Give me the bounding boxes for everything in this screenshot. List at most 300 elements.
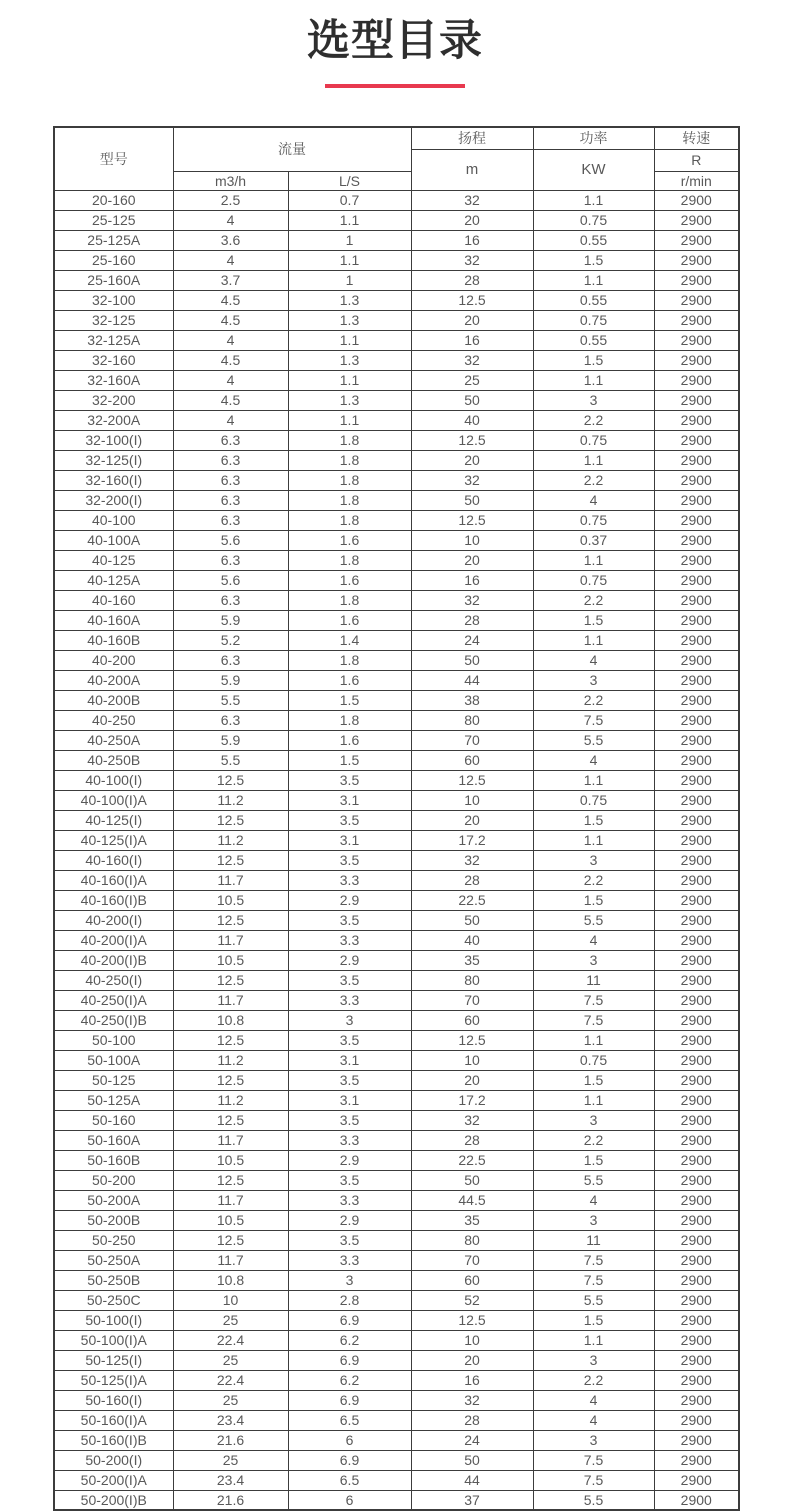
cell-power-kw: 1.1 xyxy=(533,450,654,470)
cell-model: 40-250(I)B xyxy=(54,1010,173,1030)
cell-flow-m3h: 6.3 xyxy=(173,430,288,450)
cell-head-m: 24 xyxy=(411,630,533,650)
cell-model: 40-160A xyxy=(54,610,173,630)
cell-flow-m3h: 10.5 xyxy=(173,950,288,970)
cell-head-m: 50 xyxy=(411,650,533,670)
cell-flow-m3h: 10 xyxy=(173,1290,288,1310)
cell-flow-ls: 1.6 xyxy=(288,670,411,690)
cell-speed-rmin: 2900 xyxy=(654,1070,739,1090)
cell-speed-rmin: 2900 xyxy=(654,250,739,270)
cell-model: 32-160A xyxy=(54,370,173,390)
cell-model: 40-250B xyxy=(54,750,173,770)
cell-model: 40-250A xyxy=(54,730,173,750)
cell-flow-ls: 1.6 xyxy=(288,730,411,750)
table-row xyxy=(54,1050,739,1070)
cell-power-kw: 0.75 xyxy=(533,310,654,330)
cell-speed-rmin: 2900 xyxy=(654,1350,739,1370)
cell-model: 32-125(I) xyxy=(54,450,173,470)
cell-model: 40-160B xyxy=(54,630,173,650)
cell-speed-rmin: 2900 xyxy=(654,1130,739,1150)
cell-head-m: 24 xyxy=(411,1430,533,1450)
cell-model: 32-200A xyxy=(54,410,173,430)
cell-flow-ls: 6.5 xyxy=(288,1410,411,1430)
cell-speed-rmin: 2900 xyxy=(654,1310,739,1330)
cell-speed-rmin: 2900 xyxy=(654,930,739,950)
cell-power-kw: 2.2 xyxy=(533,410,654,430)
cell-model: 25-125 xyxy=(54,210,173,230)
cell-model: 40-250(I)A xyxy=(54,990,173,1010)
cell-model: 40-200(I) xyxy=(54,910,173,930)
cell-flow-ls: 1 xyxy=(288,230,411,250)
cell-flow-ls: 3.3 xyxy=(288,930,411,950)
cell-head-m: 37 xyxy=(411,1490,533,1510)
cell-model: 50-200 xyxy=(54,1170,173,1190)
cell-head-m: 50 xyxy=(411,910,533,930)
cell-model: 50-250C xyxy=(54,1290,173,1310)
cell-head-m: 16 xyxy=(411,330,533,350)
cell-flow-ls: 3.3 xyxy=(288,1130,411,1150)
cell-model: 40-100 xyxy=(54,510,173,530)
cell-head-m: 20 xyxy=(411,1070,533,1090)
cell-flow-ls: 1.6 xyxy=(288,530,411,550)
cell-model: 50-160 xyxy=(54,1110,173,1130)
cell-head-m: 70 xyxy=(411,730,533,750)
cell-head-m: 52 xyxy=(411,1290,533,1310)
cell-speed-rmin: 2900 xyxy=(654,850,739,870)
cell-flow-m3h: 12.5 xyxy=(173,1030,288,1050)
cell-flow-ls: 1.1 xyxy=(288,210,411,230)
cell-flow-ls: 1.8 xyxy=(288,590,411,610)
cell-head-m: 20 xyxy=(411,210,533,230)
cell-head-m: 38 xyxy=(411,690,533,710)
table-row xyxy=(54,430,739,450)
cell-power-kw: 1.5 xyxy=(533,250,654,270)
cell-head-m: 44 xyxy=(411,1470,533,1490)
cell-flow-m3h: 4.5 xyxy=(173,390,288,410)
table-row xyxy=(54,350,739,370)
cell-power-kw: 4 xyxy=(533,650,654,670)
cell-model: 50-250A xyxy=(54,1250,173,1270)
cell-speed-rmin: 2900 xyxy=(654,290,739,310)
cell-flow-ls: 3.5 xyxy=(288,1030,411,1050)
table-row xyxy=(54,470,739,490)
cell-model: 40-200 xyxy=(54,650,173,670)
table-row xyxy=(54,290,739,310)
cell-speed-rmin: 2900 xyxy=(654,210,739,230)
cell-flow-ls: 3.3 xyxy=(288,990,411,1010)
cell-flow-ls: 1.3 xyxy=(288,350,411,370)
table-row xyxy=(54,890,739,910)
cell-power-kw: 3 xyxy=(533,1110,654,1130)
cell-power-kw: 1.5 xyxy=(533,1310,654,1330)
cell-model: 40-100(I)A xyxy=(54,790,173,810)
cell-power-kw: 1.1 xyxy=(533,1330,654,1350)
cell-flow-ls: 1.8 xyxy=(288,710,411,730)
cell-head-m: 44.5 xyxy=(411,1190,533,1210)
cell-power-kw: 0.55 xyxy=(533,290,654,310)
cell-flow-ls: 3.1 xyxy=(288,830,411,850)
cell-flow-ls: 1 xyxy=(288,270,411,290)
table-row xyxy=(54,570,739,590)
cell-flow-ls: 1.6 xyxy=(288,610,411,630)
cell-flow-m3h: 22.4 xyxy=(173,1330,288,1350)
cell-power-kw: 7.5 xyxy=(533,1470,654,1490)
cell-power-kw: 2.2 xyxy=(533,590,654,610)
cell-model: 50-100 xyxy=(54,1030,173,1050)
cell-head-m: 35 xyxy=(411,1210,533,1230)
cell-head-m: 16 xyxy=(411,230,533,250)
cell-speed-rmin: 2900 xyxy=(654,1390,739,1410)
cell-speed-rmin: 2900 xyxy=(654,530,739,550)
cell-power-kw: 0.75 xyxy=(533,790,654,810)
cell-power-kw: 1.1 xyxy=(533,630,654,650)
table-row xyxy=(54,970,739,990)
cell-speed-rmin: 2900 xyxy=(654,910,739,930)
cell-head-m: 20 xyxy=(411,1350,533,1370)
table-row xyxy=(54,1090,739,1110)
cell-flow-m3h: 10.5 xyxy=(173,1150,288,1170)
cell-model: 25-125A xyxy=(54,230,173,250)
header-power: 功率 xyxy=(533,127,654,149)
cell-model: 20-160 xyxy=(54,190,173,210)
cell-power-kw: 7.5 xyxy=(533,1450,654,1470)
table-body xyxy=(54,190,739,1510)
cell-flow-m3h: 4 xyxy=(173,330,288,350)
cell-head-m: 32 xyxy=(411,190,533,210)
table-row xyxy=(54,1250,739,1270)
cell-speed-rmin: 2900 xyxy=(654,590,739,610)
cell-flow-ls: 1.8 xyxy=(288,450,411,470)
cell-flow-ls: 2.9 xyxy=(288,1150,411,1170)
cell-head-m: 60 xyxy=(411,750,533,770)
cell-model: 50-160B xyxy=(54,1150,173,1170)
cell-head-m: 12.5 xyxy=(411,1030,533,1050)
cell-flow-ls: 6.9 xyxy=(288,1390,411,1410)
cell-flow-ls: 6.9 xyxy=(288,1450,411,1470)
cell-head-m: 20 xyxy=(411,310,533,330)
cell-flow-ls: 1.3 xyxy=(288,290,411,310)
table-row xyxy=(54,1030,739,1050)
cell-power-kw: 0.37 xyxy=(533,530,654,550)
cell-power-kw: 1.5 xyxy=(533,350,654,370)
cell-flow-ls: 3.1 xyxy=(288,1050,411,1070)
cell-power-kw: 7.5 xyxy=(533,990,654,1010)
cell-head-m: 50 xyxy=(411,390,533,410)
cell-flow-m3h: 12.5 xyxy=(173,1070,288,1090)
cell-flow-ls: 1.3 xyxy=(288,310,411,330)
cell-flow-m3h: 22.4 xyxy=(173,1370,288,1390)
cell-model: 40-160 xyxy=(54,590,173,610)
cell-flow-ls: 6.9 xyxy=(288,1310,411,1330)
cell-model: 50-160A xyxy=(54,1130,173,1150)
cell-flow-ls: 1.8 xyxy=(288,430,411,450)
cell-flow-m3h: 21.6 xyxy=(173,1430,288,1450)
cell-head-m: 60 xyxy=(411,1010,533,1030)
cell-speed-rmin: 2900 xyxy=(654,1250,739,1270)
cell-flow-m3h: 6.3 xyxy=(173,450,288,470)
cell-flow-m3h: 12.5 xyxy=(173,910,288,930)
cell-model: 40-200(I)A xyxy=(54,930,173,950)
cell-model: 50-200(I)B xyxy=(54,1490,173,1510)
table-header xyxy=(54,127,739,190)
cell-power-kw: 1.5 xyxy=(533,890,654,910)
cell-head-m: 32 xyxy=(411,250,533,270)
cell-power-kw: 1.5 xyxy=(533,1150,654,1170)
cell-speed-rmin: 2900 xyxy=(654,1270,739,1290)
cell-speed-rmin: 2900 xyxy=(654,1490,739,1510)
cell-flow-m3h: 10.8 xyxy=(173,1270,288,1290)
cell-speed-rmin: 2900 xyxy=(654,570,739,590)
cell-flow-m3h: 5.5 xyxy=(173,690,288,710)
table-row xyxy=(54,730,739,750)
table-row xyxy=(54,750,739,770)
cell-flow-ls: 3.3 xyxy=(288,870,411,890)
cell-power-kw: 3 xyxy=(533,1430,654,1450)
cell-flow-ls: 3.5 xyxy=(288,1070,411,1090)
cell-speed-rmin: 2900 xyxy=(654,950,739,970)
cell-flow-m3h: 25 xyxy=(173,1390,288,1410)
cell-model: 32-125A xyxy=(54,330,173,350)
cell-model: 50-125A xyxy=(54,1090,173,1110)
cell-power-kw: 5.5 xyxy=(533,1490,654,1510)
cell-head-m: 44 xyxy=(411,670,533,690)
cell-flow-m3h: 6.3 xyxy=(173,590,288,610)
table-row xyxy=(54,1430,739,1450)
cell-flow-ls: 1.1 xyxy=(288,250,411,270)
cell-model: 40-200B xyxy=(54,690,173,710)
table-row xyxy=(54,710,739,730)
cell-head-m: 12.5 xyxy=(411,290,533,310)
cell-model: 32-200(I) xyxy=(54,490,173,510)
table-row xyxy=(54,1210,739,1230)
cell-flow-ls: 1.8 xyxy=(288,470,411,490)
cell-speed-rmin: 2900 xyxy=(654,430,739,450)
cell-speed-rmin: 2900 xyxy=(654,1210,739,1230)
cell-speed-rmin: 2900 xyxy=(654,750,739,770)
table-row xyxy=(54,910,739,930)
cell-model: 40-100A xyxy=(54,530,173,550)
cell-speed-rmin: 2900 xyxy=(654,730,739,750)
cell-model: 50-160(I)B xyxy=(54,1430,173,1450)
table-row xyxy=(54,190,739,210)
cell-head-m: 10 xyxy=(411,1050,533,1070)
cell-flow-ls: 1.5 xyxy=(288,690,411,710)
cell-model: 50-160(I) xyxy=(54,1390,173,1410)
cell-speed-rmin: 2900 xyxy=(654,610,739,630)
cell-flow-m3h: 6.3 xyxy=(173,490,288,510)
cell-flow-ls: 1.8 xyxy=(288,490,411,510)
cell-power-kw: 0.75 xyxy=(533,570,654,590)
table-row xyxy=(54,770,739,790)
table-row xyxy=(54,650,739,670)
cell-speed-rmin: 2900 xyxy=(654,790,739,810)
cell-speed-rmin: 2900 xyxy=(654,190,739,210)
table-row xyxy=(54,1110,739,1130)
cell-model: 40-125(I) xyxy=(54,810,173,830)
cell-head-m: 70 xyxy=(411,990,533,1010)
cell-flow-ls: 3 xyxy=(288,1270,411,1290)
table-row xyxy=(54,990,739,1010)
cell-speed-rmin: 2900 xyxy=(654,630,739,650)
cell-flow-m3h: 25 xyxy=(173,1450,288,1470)
cell-flow-m3h: 23.4 xyxy=(173,1410,288,1430)
cell-power-kw: 3 xyxy=(533,850,654,870)
cell-model: 40-125A xyxy=(54,570,173,590)
cell-flow-ls: 2.9 xyxy=(288,890,411,910)
cell-speed-rmin: 2900 xyxy=(654,390,739,410)
table-row xyxy=(54,1130,739,1150)
cell-flow-m3h: 5.6 xyxy=(173,570,288,590)
cell-flow-m3h: 11.7 xyxy=(173,870,288,890)
cell-flow-m3h: 3.7 xyxy=(173,270,288,290)
header-flow-unit-m3h: m3/h xyxy=(173,171,288,190)
table-row xyxy=(54,1390,739,1410)
cell-speed-rmin: 2900 xyxy=(654,1430,739,1450)
table-row xyxy=(54,250,739,270)
cell-speed-rmin: 2900 xyxy=(654,810,739,830)
cell-model: 32-100 xyxy=(54,290,173,310)
table-row xyxy=(54,870,739,890)
cell-flow-ls: 1.4 xyxy=(288,630,411,650)
cell-power-kw: 11 xyxy=(533,1230,654,1250)
cell-head-m: 10 xyxy=(411,530,533,550)
table-row xyxy=(54,1290,739,1310)
cell-flow-m3h: 23.4 xyxy=(173,1470,288,1490)
cell-head-m: 28 xyxy=(411,1130,533,1150)
cell-speed-rmin: 2900 xyxy=(654,770,739,790)
cell-model: 40-250 xyxy=(54,710,173,730)
header-speed: 转速 xyxy=(654,127,739,149)
cell-flow-m3h: 5.9 xyxy=(173,670,288,690)
cell-speed-rmin: 2900 xyxy=(654,470,739,490)
cell-flow-m3h: 6.3 xyxy=(173,470,288,490)
header-power-unit: KW xyxy=(533,149,654,190)
cell-head-m: 28 xyxy=(411,870,533,890)
cell-head-m: 10 xyxy=(411,790,533,810)
cell-model: 25-160 xyxy=(54,250,173,270)
cell-power-kw: 1.1 xyxy=(533,770,654,790)
cell-flow-ls: 3.5 xyxy=(288,770,411,790)
cell-flow-m3h: 12.5 xyxy=(173,970,288,990)
cell-flow-ls: 3.1 xyxy=(288,790,411,810)
cell-model: 50-250B xyxy=(54,1270,173,1290)
cell-flow-m3h: 25 xyxy=(173,1310,288,1330)
cell-head-m: 17.2 xyxy=(411,1090,533,1110)
table-row xyxy=(54,590,739,610)
cell-power-kw: 1.5 xyxy=(533,1070,654,1090)
cell-model: 50-200A xyxy=(54,1190,173,1210)
cell-head-m: 22.5 xyxy=(411,890,533,910)
cell-model: 32-125 xyxy=(54,310,173,330)
cell-speed-rmin: 2900 xyxy=(654,230,739,250)
cell-power-kw: 3 xyxy=(533,390,654,410)
cell-flow-ls: 6.2 xyxy=(288,1330,411,1350)
cell-flow-ls: 1.8 xyxy=(288,510,411,530)
cell-model: 50-200(I)A xyxy=(54,1470,173,1490)
cell-flow-ls: 6.9 xyxy=(288,1350,411,1370)
table-row xyxy=(54,1010,739,1030)
cell-head-m: 22.5 xyxy=(411,1150,533,1170)
cell-speed-rmin: 2900 xyxy=(654,1370,739,1390)
cell-flow-ls: 3.5 xyxy=(288,850,411,870)
cell-flow-m3h: 21.6 xyxy=(173,1490,288,1510)
cell-speed-rmin: 2900 xyxy=(654,1150,739,1170)
header-head: 扬程 xyxy=(411,127,533,149)
table-row xyxy=(54,1070,739,1090)
table-row xyxy=(54,1330,739,1350)
cell-flow-ls: 6.2 xyxy=(288,1370,411,1390)
cell-head-m: 12.5 xyxy=(411,1310,533,1330)
cell-flow-m3h: 11.2 xyxy=(173,1090,288,1110)
cell-speed-rmin: 2900 xyxy=(654,1170,739,1190)
cell-speed-rmin: 2900 xyxy=(654,510,739,530)
cell-flow-ls: 6 xyxy=(288,1490,411,1510)
cell-head-m: 50 xyxy=(411,1170,533,1190)
cell-power-kw: 1.1 xyxy=(533,1090,654,1110)
header-flow-unit-ls: L/S xyxy=(288,171,411,190)
cell-head-m: 10 xyxy=(411,1330,533,1350)
cell-model: 50-125(I)A xyxy=(54,1370,173,1390)
cell-speed-rmin: 2900 xyxy=(654,870,739,890)
cell-speed-rmin: 2900 xyxy=(654,1450,739,1470)
cell-flow-m3h: 6.3 xyxy=(173,510,288,530)
cell-power-kw: 2.2 xyxy=(533,870,654,890)
cell-speed-rmin: 2900 xyxy=(654,450,739,470)
cell-speed-rmin: 2900 xyxy=(654,270,739,290)
cell-head-m: 12.5 xyxy=(411,430,533,450)
cell-speed-rmin: 2900 xyxy=(654,1290,739,1310)
cell-power-kw: 0.75 xyxy=(533,510,654,530)
cell-power-kw: 1.1 xyxy=(533,1030,654,1050)
cell-speed-rmin: 2900 xyxy=(654,370,739,390)
cell-power-kw: 4 xyxy=(533,750,654,770)
cell-model: 50-250 xyxy=(54,1230,173,1250)
table-row xyxy=(54,410,739,430)
cell-speed-rmin: 2900 xyxy=(654,670,739,690)
cell-speed-rmin: 2900 xyxy=(654,1190,739,1210)
table-row xyxy=(54,370,739,390)
cell-speed-rmin: 2900 xyxy=(654,330,739,350)
table-row xyxy=(54,630,739,650)
table-row xyxy=(54,610,739,630)
cell-flow-m3h: 11.7 xyxy=(173,930,288,950)
cell-speed-rmin: 2900 xyxy=(654,1230,739,1250)
cell-model: 40-100(I) xyxy=(54,770,173,790)
table-row xyxy=(54,830,739,850)
table-row xyxy=(54,530,739,550)
cell-head-m: 20 xyxy=(411,450,533,470)
table-row xyxy=(54,1270,739,1290)
table-row xyxy=(54,490,739,510)
cell-flow-ls: 1.8 xyxy=(288,650,411,670)
cell-speed-rmin: 2900 xyxy=(654,710,739,730)
cell-power-kw: 4 xyxy=(533,1410,654,1430)
cell-flow-m3h: 4.5 xyxy=(173,310,288,330)
cell-head-m: 32 xyxy=(411,1390,533,1410)
table-row xyxy=(54,1350,739,1370)
cell-head-m: 28 xyxy=(411,270,533,290)
cell-flow-ls: 1.1 xyxy=(288,370,411,390)
cell-power-kw: 3 xyxy=(533,670,654,690)
cell-head-m: 16 xyxy=(411,1370,533,1390)
cell-power-kw: 4 xyxy=(533,930,654,950)
cell-model: 32-200 xyxy=(54,390,173,410)
cell-power-kw: 3 xyxy=(533,1210,654,1230)
cell-power-kw: 1.1 xyxy=(533,190,654,210)
cell-flow-m3h: 4.5 xyxy=(173,350,288,370)
cell-speed-rmin: 2900 xyxy=(654,1470,739,1490)
cell-power-kw: 3 xyxy=(533,950,654,970)
